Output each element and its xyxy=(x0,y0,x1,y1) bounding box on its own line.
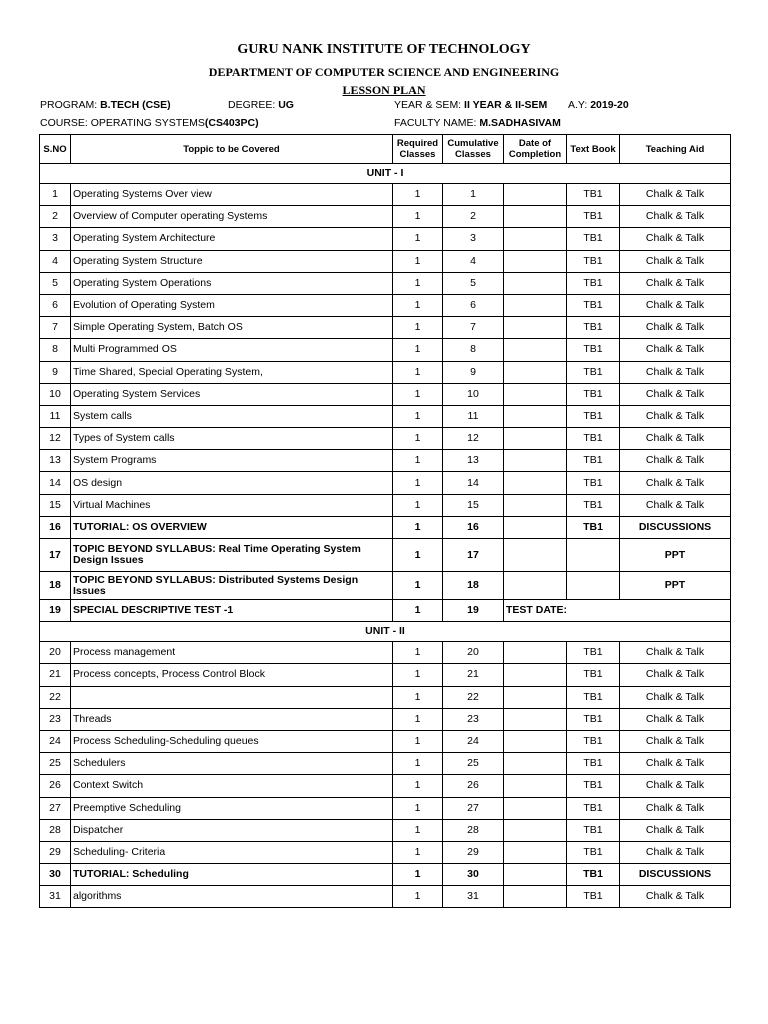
textbook-cell: TB1 xyxy=(567,819,620,841)
topic-cell: Context Switch xyxy=(71,775,393,797)
cumulative-classes-cell: 26 xyxy=(443,775,504,797)
date-completion-cell xyxy=(504,753,567,775)
unit-row xyxy=(40,622,731,642)
date-completion-cell xyxy=(504,383,567,405)
required-classes-cell: 1 xyxy=(393,819,443,841)
cumulative-classes-cell: 17 xyxy=(443,539,504,572)
cumulative-classes-cell: 31 xyxy=(443,886,504,908)
teaching-aid-cell: Chalk & Talk xyxy=(620,664,731,686)
sno-cell: 30 xyxy=(40,864,71,886)
date-completion-cell xyxy=(504,841,567,863)
topic-cell: algorithms xyxy=(71,886,393,908)
sno-cell: 24 xyxy=(40,730,71,752)
textbook-cell: TB1 xyxy=(567,383,620,405)
year-sem-value: II YEAR & II-SEM xyxy=(464,99,548,111)
table-row xyxy=(40,886,731,908)
textbook-cell xyxy=(567,539,620,572)
faculty-field: FACULTY NAME: M.SADHASIVAM xyxy=(394,117,561,129)
sno-cell: 22 xyxy=(40,686,71,708)
sno-cell: 3 xyxy=(40,228,71,250)
textbook-cell: TB1 xyxy=(567,228,620,250)
sno-cell: 9 xyxy=(40,361,71,383)
cumulative-classes-cell: 18 xyxy=(443,572,504,600)
topic-cell: Preemptive Scheduling xyxy=(71,797,393,819)
date-completion-cell xyxy=(504,361,567,383)
degree-field: DEGREE: UG xyxy=(228,99,294,111)
table-row xyxy=(40,450,731,472)
topic-cell: Process Scheduling-Scheduling queues xyxy=(71,730,393,752)
required-classes-cell: 1 xyxy=(393,294,443,316)
unit-row xyxy=(40,164,731,184)
required-classes-cell: 1 xyxy=(393,664,443,686)
teaching-aid-cell: Chalk & Talk xyxy=(620,361,731,383)
cumulative-classes-cell: 30 xyxy=(443,864,504,886)
textbook-cell: TB1 xyxy=(567,206,620,228)
textbook-cell: TB1 xyxy=(567,361,620,383)
sno-cell: 31 xyxy=(40,886,71,908)
faculty-value: M.SADHASIVAM xyxy=(479,117,561,129)
teaching-aid-cell: Chalk & Talk xyxy=(620,775,731,797)
cumulative-classes-cell: 25 xyxy=(443,753,504,775)
textbook-cell: TB1 xyxy=(567,272,620,294)
table-row xyxy=(40,494,731,516)
teaching-aid-cell: Chalk & Talk xyxy=(620,708,731,730)
textbook-cell: TB1 xyxy=(567,775,620,797)
sno-cell: 15 xyxy=(40,494,71,516)
date-completion-cell xyxy=(504,686,567,708)
topic-cell: TUTORIAL: OS OVERVIEW xyxy=(71,516,393,538)
teaching-aid-cell: Chalk & Talk xyxy=(620,405,731,427)
cumulative-classes-cell: 4 xyxy=(443,250,504,272)
date-completion-cell xyxy=(504,228,567,250)
table-row xyxy=(40,819,731,841)
date-completion-cell xyxy=(504,516,567,538)
topic-cell: Time Shared, Special Operating System, xyxy=(71,361,393,383)
required-classes-cell: 1 xyxy=(393,730,443,752)
sno-cell: 12 xyxy=(40,428,71,450)
table-row xyxy=(40,428,731,450)
required-classes-cell: 1 xyxy=(393,864,443,886)
topic-cell: TOPIC BEYOND SYLLABUS: Real Time Operating System Design Issues xyxy=(71,539,393,572)
teaching-aid-cell: DISCUSSIONS xyxy=(620,516,731,538)
topic-cell: Overview of Computer operating Systems xyxy=(71,206,393,228)
topic-cell: Operating System Services xyxy=(71,383,393,405)
teaching-aid-cell: PPT xyxy=(620,539,731,572)
teaching-aid-cell: PPT xyxy=(620,572,731,600)
required-classes-cell: 1 xyxy=(393,272,443,294)
table-row xyxy=(40,383,731,405)
table-row xyxy=(40,228,731,250)
table-row xyxy=(40,250,731,272)
table-row xyxy=(40,317,731,339)
teaching-aid-cell: Chalk & Talk xyxy=(620,642,731,664)
table-row xyxy=(40,184,731,206)
required-classes-cell: 1 xyxy=(393,361,443,383)
required-classes-cell: 1 xyxy=(393,775,443,797)
cumulative-classes-cell: 28 xyxy=(443,819,504,841)
required-classes-cell: 1 xyxy=(393,753,443,775)
topic-cell: Operating System Operations xyxy=(71,272,393,294)
cumulative-classes-cell: 29 xyxy=(443,841,504,863)
cumulative-classes-cell: 20 xyxy=(443,642,504,664)
cumulative-classes-cell: 2 xyxy=(443,206,504,228)
topic-cell: Operating Systems Over view xyxy=(71,184,393,206)
topic-cell: Operating System Structure xyxy=(71,250,393,272)
cumulative-classes-cell: 13 xyxy=(443,450,504,472)
teaching-aid-cell: Chalk & Talk xyxy=(620,819,731,841)
date-completion-cell xyxy=(504,886,567,908)
topic-cell: Types of System calls xyxy=(71,428,393,450)
date-completion-cell xyxy=(504,730,567,752)
required-classes-cell: 1 xyxy=(393,383,443,405)
program-field: PROGRAM: B.TECH (CSE) xyxy=(40,99,171,111)
table-body xyxy=(40,164,731,908)
date-completion-cell xyxy=(504,642,567,664)
teaching-aid-cell: Chalk & Talk xyxy=(620,797,731,819)
cumulative-classes-cell: 1 xyxy=(443,184,504,206)
cumulative-classes-cell: 21 xyxy=(443,664,504,686)
sno-cell: 11 xyxy=(40,405,71,427)
required-classes-cell: 1 xyxy=(393,686,443,708)
test-date-cell: TEST DATE: xyxy=(504,600,731,622)
topic-cell: Scheduling- Criteria xyxy=(71,841,393,863)
topic-cell: Process management xyxy=(71,642,393,664)
teaching-aid-cell: Chalk & Talk xyxy=(620,228,731,250)
cumulative-classes-cell: 7 xyxy=(443,317,504,339)
sno-cell: 14 xyxy=(40,472,71,494)
textbook-cell xyxy=(567,572,620,600)
col-header-date: Date of Completion xyxy=(504,135,567,164)
table-row xyxy=(40,539,731,572)
teaching-aid-cell: Chalk & Talk xyxy=(620,472,731,494)
sno-cell: 7 xyxy=(40,317,71,339)
required-classes-cell: 1 xyxy=(393,841,443,863)
teaching-aid-cell: Chalk & Talk xyxy=(620,250,731,272)
teaching-aid-cell: Chalk & Talk xyxy=(620,886,731,908)
date-completion-cell xyxy=(504,405,567,427)
textbook-cell: TB1 xyxy=(567,339,620,361)
institute-name: GURU NANK INSTITUTE OF TECHNOLOGY xyxy=(237,42,531,57)
topic-cell: OS design xyxy=(71,472,393,494)
lesson-plan-table xyxy=(39,134,731,908)
cumulative-classes-cell: 15 xyxy=(443,494,504,516)
teaching-aid-cell: Chalk & Talk xyxy=(620,753,731,775)
unit-label: UNIT - II xyxy=(40,622,731,642)
teaching-aid-cell: Chalk & Talk xyxy=(620,494,731,516)
textbook-cell: TB1 xyxy=(567,450,620,472)
required-classes-cell: 1 xyxy=(393,250,443,272)
textbook-cell: TB1 xyxy=(567,753,620,775)
sno-cell: 28 xyxy=(40,819,71,841)
topic-cell: System calls xyxy=(71,405,393,427)
table-row xyxy=(40,206,731,228)
col-header-cumulative: Cumulative Classes xyxy=(443,135,504,164)
date-completion-cell xyxy=(504,206,567,228)
teaching-aid-cell: Chalk & Talk xyxy=(620,184,731,206)
topic-cell: Multi Programmed OS xyxy=(71,339,393,361)
teaching-aid-cell: Chalk & Talk xyxy=(620,841,731,863)
cumulative-classes-cell: 22 xyxy=(443,686,504,708)
table-row xyxy=(40,664,731,686)
teaching-aid-cell: Chalk & Talk xyxy=(620,206,731,228)
topic-cell: SPECIAL DESCRIPTIVE TEST -1 xyxy=(71,600,393,622)
program-value: B.TECH (CSE) xyxy=(100,99,171,111)
required-classes-cell: 1 xyxy=(393,494,443,516)
cumulative-classes-cell: 16 xyxy=(443,516,504,538)
topic-cell: Dispatcher xyxy=(71,819,393,841)
date-completion-cell xyxy=(504,494,567,516)
textbook-cell: TB1 xyxy=(567,797,620,819)
textbook-cell: TB1 xyxy=(567,841,620,863)
cumulative-classes-cell: 12 xyxy=(443,428,504,450)
table-row xyxy=(40,516,731,538)
date-completion-cell xyxy=(504,272,567,294)
date-completion-cell xyxy=(504,572,567,600)
required-classes-cell: 1 xyxy=(393,405,443,427)
required-classes-cell: 1 xyxy=(393,184,443,206)
date-completion-cell xyxy=(504,539,567,572)
sno-cell: 19 xyxy=(40,600,71,622)
teaching-aid-cell: Chalk & Talk xyxy=(620,730,731,752)
date-completion-cell xyxy=(504,184,567,206)
topic-cell: Schedulers xyxy=(71,753,393,775)
required-classes-cell: 1 xyxy=(393,428,443,450)
lesson-plan-heading: LESSON PLAN xyxy=(342,83,426,97)
sno-cell: 4 xyxy=(40,250,71,272)
textbook-cell: TB1 xyxy=(567,250,620,272)
date-completion-cell xyxy=(504,339,567,361)
required-classes-cell: 1 xyxy=(393,339,443,361)
textbook-cell: TB1 xyxy=(567,886,620,908)
required-classes-cell: 1 xyxy=(393,708,443,730)
textbook-cell: TB1 xyxy=(567,405,620,427)
topic-cell: System Programs xyxy=(71,450,393,472)
date-completion-cell xyxy=(504,428,567,450)
sno-cell: 2 xyxy=(40,206,71,228)
cumulative-classes-cell: 9 xyxy=(443,361,504,383)
textbook-cell: TB1 xyxy=(567,664,620,686)
course-code: (CS403PC) xyxy=(204,117,259,129)
textbook-cell: TB1 xyxy=(567,184,620,206)
table-row xyxy=(40,294,731,316)
sno-cell: 21 xyxy=(40,664,71,686)
teaching-aid-cell: Chalk & Talk xyxy=(620,317,731,339)
teaching-aid-cell: Chalk & Talk xyxy=(620,294,731,316)
col-header-required: Required Classes xyxy=(393,135,443,164)
required-classes-cell: 1 xyxy=(393,797,443,819)
table-row xyxy=(40,730,731,752)
date-completion-cell xyxy=(504,317,567,339)
sno-cell: 29 xyxy=(40,841,71,863)
table-row xyxy=(40,775,731,797)
table-row xyxy=(40,361,731,383)
cumulative-classes-cell: 6 xyxy=(443,294,504,316)
sno-cell: 25 xyxy=(40,753,71,775)
cumulative-classes-cell: 3 xyxy=(443,228,504,250)
sno-cell: 23 xyxy=(40,708,71,730)
cumulative-classes-cell: 14 xyxy=(443,472,504,494)
required-classes-cell: 1 xyxy=(393,539,443,572)
col-header-aid: Teaching Aid xyxy=(620,135,731,164)
table-row xyxy=(40,272,731,294)
date-completion-cell xyxy=(504,294,567,316)
table-row xyxy=(40,405,731,427)
textbook-cell: TB1 xyxy=(567,317,620,339)
teaching-aid-cell: Chalk & Talk xyxy=(620,339,731,361)
document-title xyxy=(0,83,768,98)
table-row xyxy=(40,472,731,494)
sno-cell: 26 xyxy=(40,775,71,797)
required-classes-cell: 1 xyxy=(393,600,443,622)
required-classes-cell: 1 xyxy=(393,886,443,908)
required-classes-cell: 1 xyxy=(393,450,443,472)
textbook-cell: TB1 xyxy=(567,708,620,730)
course-field: COURSE: OPERATING SYSTEMS(CS403PC) xyxy=(40,117,259,129)
table-row xyxy=(40,600,731,622)
date-completion-cell xyxy=(504,472,567,494)
table-row xyxy=(40,841,731,863)
cumulative-classes-cell: 27 xyxy=(443,797,504,819)
cumulative-classes-cell: 24 xyxy=(443,730,504,752)
sno-cell: 8 xyxy=(40,339,71,361)
sno-cell: 16 xyxy=(40,516,71,538)
date-completion-cell xyxy=(504,864,567,886)
sno-cell: 10 xyxy=(40,383,71,405)
textbook-cell: TB1 xyxy=(567,428,620,450)
textbook-cell: TB1 xyxy=(567,294,620,316)
table-row xyxy=(40,642,731,664)
academic-year-field: A.Y: 2019-20 xyxy=(568,99,629,111)
required-classes-cell: 1 xyxy=(393,516,443,538)
sno-cell: 27 xyxy=(40,797,71,819)
topic-cell: Threads xyxy=(71,708,393,730)
table-row xyxy=(40,753,731,775)
topic-cell: TOPIC BEYOND SYLLABUS: Distributed Systems Design Issues xyxy=(71,572,393,600)
year-sem-field: YEAR & SEM: II YEAR & II-SEM xyxy=(394,99,548,111)
teaching-aid-cell: Chalk & Talk xyxy=(620,450,731,472)
textbook-cell: TB1 xyxy=(567,494,620,516)
date-completion-cell xyxy=(504,819,567,841)
topic-cell: Evolution of Operating System xyxy=(71,294,393,316)
cumulative-classes-cell: 5 xyxy=(443,272,504,294)
textbook-cell: TB1 xyxy=(567,864,620,886)
topic-cell: Simple Operating System, Batch OS xyxy=(71,317,393,339)
table-row xyxy=(40,797,731,819)
cumulative-classes-cell: 19 xyxy=(443,600,504,622)
teaching-aid-cell: Chalk & Talk xyxy=(620,383,731,405)
teaching-aid-cell: Chalk & Talk xyxy=(620,428,731,450)
sno-cell: 20 xyxy=(40,642,71,664)
date-completion-cell xyxy=(504,797,567,819)
teaching-aid-cell: Chalk & Talk xyxy=(620,272,731,294)
textbook-cell: TB1 xyxy=(567,730,620,752)
col-header-textbook: Text Book xyxy=(567,135,620,164)
textbook-cell: TB1 xyxy=(567,516,620,538)
required-classes-cell: 1 xyxy=(393,206,443,228)
cumulative-classes-cell: 23 xyxy=(443,708,504,730)
sno-cell: 13 xyxy=(40,450,71,472)
required-classes-cell: 1 xyxy=(393,472,443,494)
required-classes-cell: 1 xyxy=(393,642,443,664)
table-row xyxy=(40,572,731,600)
unit-label: UNIT - I xyxy=(40,164,731,184)
table-row xyxy=(40,686,731,708)
required-classes-cell: 1 xyxy=(393,572,443,600)
department-name: DEPARTMENT OF COMPUTER SCIENCE AND ENGINEERING xyxy=(208,65,560,79)
table-header-row xyxy=(40,135,731,164)
required-classes-cell: 1 xyxy=(393,228,443,250)
topic-cell: Virtual Machines xyxy=(71,494,393,516)
required-classes-cell: 1 xyxy=(393,317,443,339)
sno-cell: 1 xyxy=(40,184,71,206)
sno-cell: 17 xyxy=(40,539,71,572)
academic-year-value: 2019-20 xyxy=(590,99,629,111)
sno-cell: 6 xyxy=(40,294,71,316)
date-completion-cell xyxy=(504,775,567,797)
date-completion-cell xyxy=(504,250,567,272)
textbook-cell: TB1 xyxy=(567,472,620,494)
cumulative-classes-cell: 8 xyxy=(443,339,504,361)
cumulative-classes-cell: 10 xyxy=(443,383,504,405)
topic-cell: TUTORIAL: Scheduling xyxy=(71,864,393,886)
sno-cell: 5 xyxy=(40,272,71,294)
table-row xyxy=(40,708,731,730)
topic-cell: Process concepts, Process Control Block xyxy=(71,664,393,686)
degree-value: UG xyxy=(278,99,294,111)
cumulative-classes-cell: 11 xyxy=(443,405,504,427)
table-row xyxy=(40,864,731,886)
teaching-aid-cell: DISCUSSIONS xyxy=(620,864,731,886)
topic-cell: Operating System Architecture xyxy=(71,228,393,250)
sno-cell: 18 xyxy=(40,572,71,600)
date-completion-cell xyxy=(504,708,567,730)
topic-cell xyxy=(71,686,393,708)
table-row xyxy=(40,339,731,361)
textbook-cell: TB1 xyxy=(567,642,620,664)
date-completion-cell xyxy=(504,450,567,472)
col-header-sno: S.NO xyxy=(40,135,71,164)
textbook-cell: TB1 xyxy=(567,686,620,708)
col-header-topic: Toppic to be Covered xyxy=(71,135,393,164)
date-completion-cell xyxy=(504,664,567,686)
teaching-aid-cell: Chalk & Talk xyxy=(620,686,731,708)
